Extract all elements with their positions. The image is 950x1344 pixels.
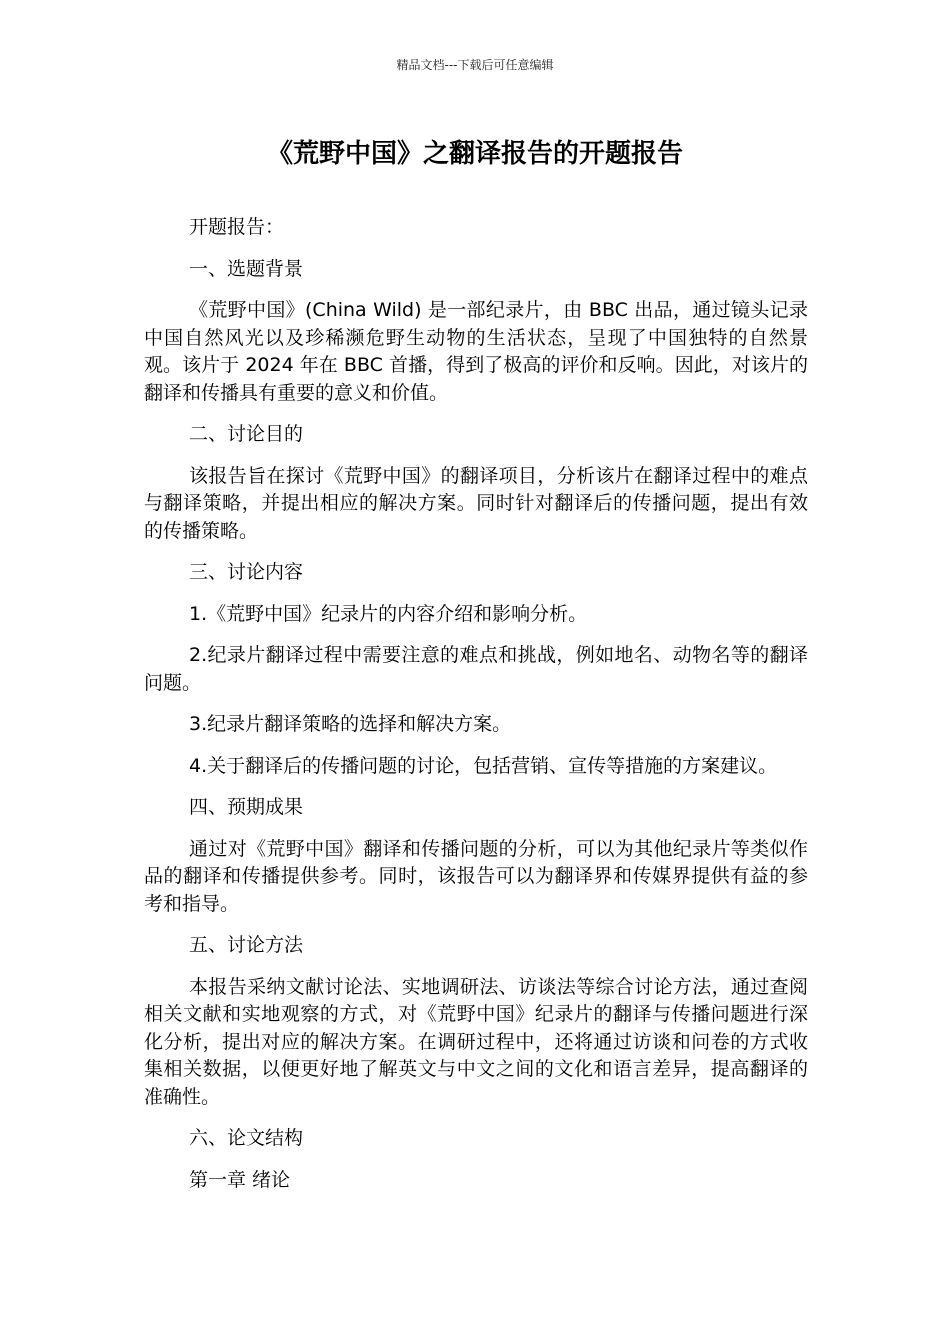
content-item-3: 3.纪录片翻译策略的选择和解决方案。 — [189, 713, 512, 735]
section-heading-content: 三、讨论内容 — [189, 561, 304, 583]
section-heading-structure: 六、论文结构 — [189, 1127, 304, 1149]
section-heading-outcomes: 四、预期成果 — [189, 796, 304, 818]
paragraph-outcomes: 通过对《荒野中国》翻译和传播问题的分析，可以为其他纪录片等类似作品的翻译和传播提供参考。同时，该报告可以为翻译界和传媒界提供有益的参考和指导。 — [144, 837, 808, 915]
document-title: 《荒野中国》之翻译报告的开题报告 — [266, 139, 683, 169]
paragraph-purpose: 该报告旨在探讨《荒野中国》的翻译项目，分析该片在翻译过程中的难点与翻译策略，并提出相应的解决方案。同时针对翻译后的传播问题，提出有效的传播策略。 — [144, 464, 808, 542]
content-item-1: 1.《荒野中国》纪录片的内容介绍和影响分析。 — [189, 602, 588, 625]
content-item-2: 2.纪录片翻译过程中需要注意的难点和挑战，例如地名、动物名等的翻译问题。 — [144, 644, 808, 694]
content-item-4: 4.关于翻译后的传播问题的讨论，包括营销、宣传等措施的方案建议。 — [189, 754, 778, 777]
section-heading-methods: 五、讨论方法 — [189, 934, 304, 956]
paragraph-background: 《荒野中国》(China Wild) 是一部纪录片，由 BBC 出品，通过镜头记录中国自然风光以及珍稀濒危野生动物的生活状态，呈现了中国独特的自然景观。该片于 2024 年在 BBC 首播，得到了极高的评价和反响。因此，对该片的翻译和传播具有重要的意义和价值。 — [144, 299, 808, 404]
report-label: 开题报告： — [189, 216, 285, 238]
section-heading-background: 一、选题背景 — [189, 257, 304, 280]
document-body — [144, 214, 808, 1208]
chapter-1: 第一章 绪论 — [189, 1168, 291, 1191]
paragraph-methods: 本报告采纳文献讨论法、实地调研法、访谈法等综合讨论方法，通过查阅相关文献和实地观察的方式，对《荒野中国》纪录片的翻译与传播问题进行深化分析，提出对应的解决方案。在调研过程中，还将通过访谈和问卷的方式收集相关数据，以便更好地了解英文与中文之间的文化和语言差异，提高翻译的准确性。 — [144, 975, 808, 1108]
section-heading-purpose: 二、讨论目的 — [189, 423, 304, 445]
page-header: 精品文档---下载后可任意编辑 — [396, 58, 554, 72]
